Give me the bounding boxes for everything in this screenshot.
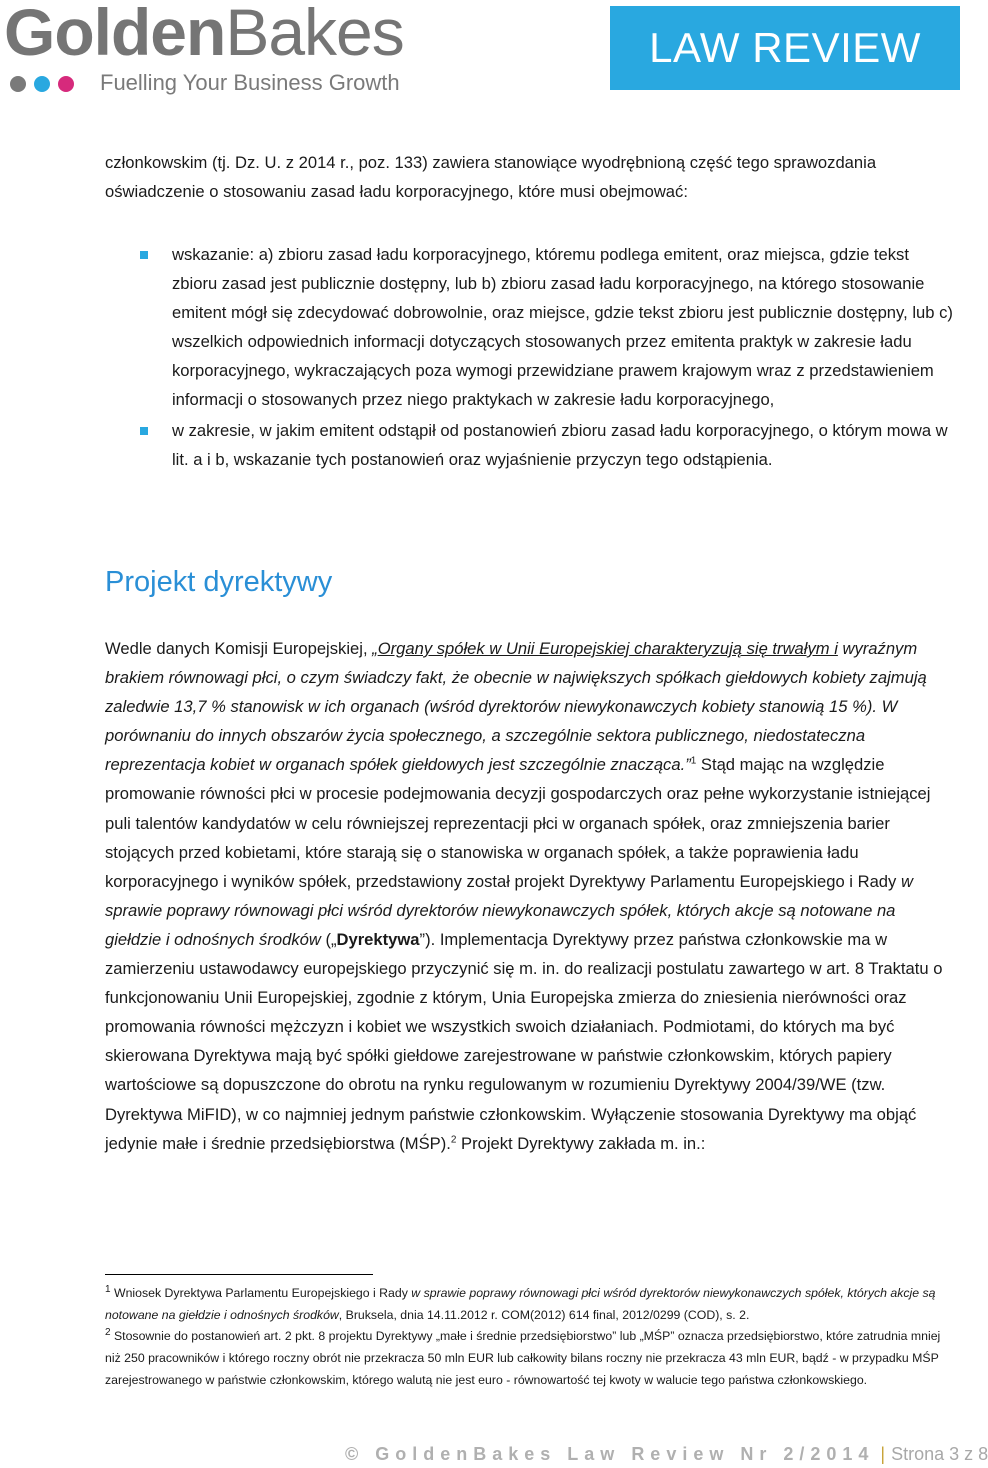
footnote-text: Stosownie do postanowień art. 2 pkt. 8 projektu Dyrektywy „małe i średnie przedsiębiorstwo” lub „MŚP” oznacza przedsiębiorstwo, które zatrudnia mniej niż 250 pracowników i którego roczny obrót nie przekracza 50 mln EUR lub całkowity bilans roczny nie przekracza 43 mln EUR, bądź - w przypadku MŚP zarejestrowanego w państwie członkowskim, którego walutą nie jest euro - równowartość tej kwoty w walucie tego państwa członkowskiego. — [105, 1329, 941, 1387]
logo-dots — [10, 76, 74, 92]
body-text-2: Stąd mając na względzie promowanie równości płci w procesie podejmowania decyzji gospodarczych oraz pełne wykorzystanie istniejącej puli talentów kandydatów w celu równiejszej reprezentacji płci w organach spółek, oraz zmniejszenia barier stojących przed kobietami, które starają się o stanowiska w organach spółek, a także poprawienia ładu korporacyjnego i wyników spółek, przedstawiony został projekt Dyrektywy Parlamentu Europejskiego i Rady — [105, 755, 931, 891]
footnote-1 — [105, 1283, 955, 1326]
list-item-text: wskazanie: a) zbioru zasad ładu korporacyjnego, któremu podlega emitent, oraz miejsca, gdzie tekst zbioru zasad jest publicznie dostępny, lub b) zbioru zasad ładu korporacyjnego, na którego stosowanie emitent mógł się zdecydować dobrowolnie, oraz miejsce, gdzie tekst zbioru jest publicznie dostępny, lub c) wszelkich odpowiednich informacji dotyczących stosowanych przez emitenta praktyk w zakresie ładu korporacyjnego, wykraczających poza wymogi przewidziane prawem krajowym wraz z przedstawieniem informacji o stosowanych przez niego praktykach w zakresie ładu korporacyjnego, — [172, 245, 953, 409]
footnote-number: 2 — [105, 1327, 111, 1339]
footnote-divider — [105, 1274, 373, 1275]
list-item — [140, 240, 955, 414]
logo-dot-pink — [58, 76, 74, 92]
quote-text: wyraźnym brakiem równowagi płci, o czym świadczy fakt, że obecnie w największych spółkach giełdowych kobiety zajmują zaledwie 13,7 % stanowisk w ich organach (wśród dyrektorów niewykonawczych kobiety stanowią 15 %). W porównaniu do innych obszarów życia społecznego, a szczególnie sektora publicznego, niedostateczna reprezentacja kobiet w organach spółek giełdowych jest szczególnie znacząca. — [105, 639, 927, 775]
logo-word-strong: Golden — [4, 0, 226, 69]
footer-copyright: © GoldenBakes Law Review Nr 2/2014 — [345, 1444, 875, 1464]
footer-separator: | — [880, 1444, 886, 1464]
logo-tagline: Fuelling Your Business Growth — [100, 70, 400, 95]
quote-underlined: Organy spółek w Unii Europejskiej charakteryzują się trwałym i — [377, 639, 838, 658]
intro-paragraph: członkowskim (tj. Dz. U. z 2014 r., poz. 133) zawiera stanowiące wyodrębnioną część tego sprawozdania oświadczenie o stosowaniu zasad ładu korporacyjnego, które musi obejmować: — [105, 153, 877, 201]
footnote-italic: w sprawie poprawy równowagi płci wśród dyrektorów niewykonawczych spółek, których akcje są notowane na giełdzie i odnośnych środków — [105, 1286, 936, 1322]
section-heading: Projekt dyrektywy — [105, 566, 333, 598]
bullet-list — [140, 240, 955, 476]
body-text-1: Wedle danych Komisji Europejskiej, — [105, 639, 373, 658]
directive-title: w sprawie poprawy równowagi płci wśród dyrektorów niewykonawczych spółek, których akcje są notowane na giełdzie i odnośnych środków — [105, 871, 913, 949]
body-paragraph — [105, 634, 950, 1158]
body-text-4: ”). Implementacja Dyrektywy przez państwa członkowskie ma w zamierzeniu ustawodawcy europejskiego przyczynić się m. in. do realizacji postulatu zawartego w art. 8 Traktatu o funkcjonowaniu Unii Europejskiej, zgodnie z którym, Unia Europejska zmierza do zniesienia nierówności oraz promowania równości mężczyzn i kobiet we wszystkich swoich działaniach. Podmiotami, do których ma być skierowana Dyrektywa mają być spółki giełdowe zarejestrowane w państwie członkowskim, których papiery wartościowe są dopuszczone do obrotu na rynku regulowanym w rozumieniu Dyrektywy 2004/39/WE (tzw. Dyrektywa MiFID), w co najmniej jednym państwie członkowskim. Wyłączenie stosowania Dyrektywy ma objąć jedynie małe i średnie przedsiębiorstwa (MŚP). — [105, 929, 943, 1153]
footnote-2 — [105, 1326, 955, 1391]
law-review-banner: LAW REVIEW — [610, 6, 960, 90]
footnote-ref-1[interactable]: 1 — [690, 755, 697, 767]
bullet-square-icon — [140, 427, 148, 435]
page-number: Strona 3 z 8 — [891, 1444, 988, 1464]
list-item-text: w zakresie, w jakim emitent odstąpił od postanowień zbioru zasad ładu korporacyjnego, o którym mowa w lit. a i b, wskazanie tych postanowień oraz wyjaśnienie przyczyn tego odstąpienia. — [172, 421, 948, 469]
logo-dot-grey — [10, 76, 26, 92]
quote-close: ” — [685, 755, 691, 775]
logo-word-light: Bakes — [225, 0, 404, 69]
bullet-square-icon — [140, 251, 148, 259]
footnote-tail: , Bruksela, dnia 14.11.2012 r. COM(2012) 614 final, 2012/0299 (COD), s. 2. — [338, 1307, 750, 1322]
quote-open: „ — [372, 639, 378, 658]
directive-term: Dyrektywa — [336, 929, 420, 949]
goldenbakes-logo — [0, 0, 440, 100]
list-item — [140, 416, 955, 474]
body-text-5: Projekt Dyrektywy zakłada m. in.: — [456, 1133, 706, 1153]
footnotes — [105, 1283, 955, 1392]
logo-wordmark — [4, 0, 404, 70]
page-footer — [345, 1444, 988, 1465]
footnote-ref-2[interactable]: 2 — [450, 1134, 457, 1146]
footnote-text: Wniosek Dyrektywa Parlamentu Europejskiego i Rady — [110, 1286, 412, 1300]
logo-dot-blue — [34, 76, 50, 92]
footnote-number: 1 — [105, 1283, 111, 1295]
body-text-3: („ — [320, 929, 337, 949]
